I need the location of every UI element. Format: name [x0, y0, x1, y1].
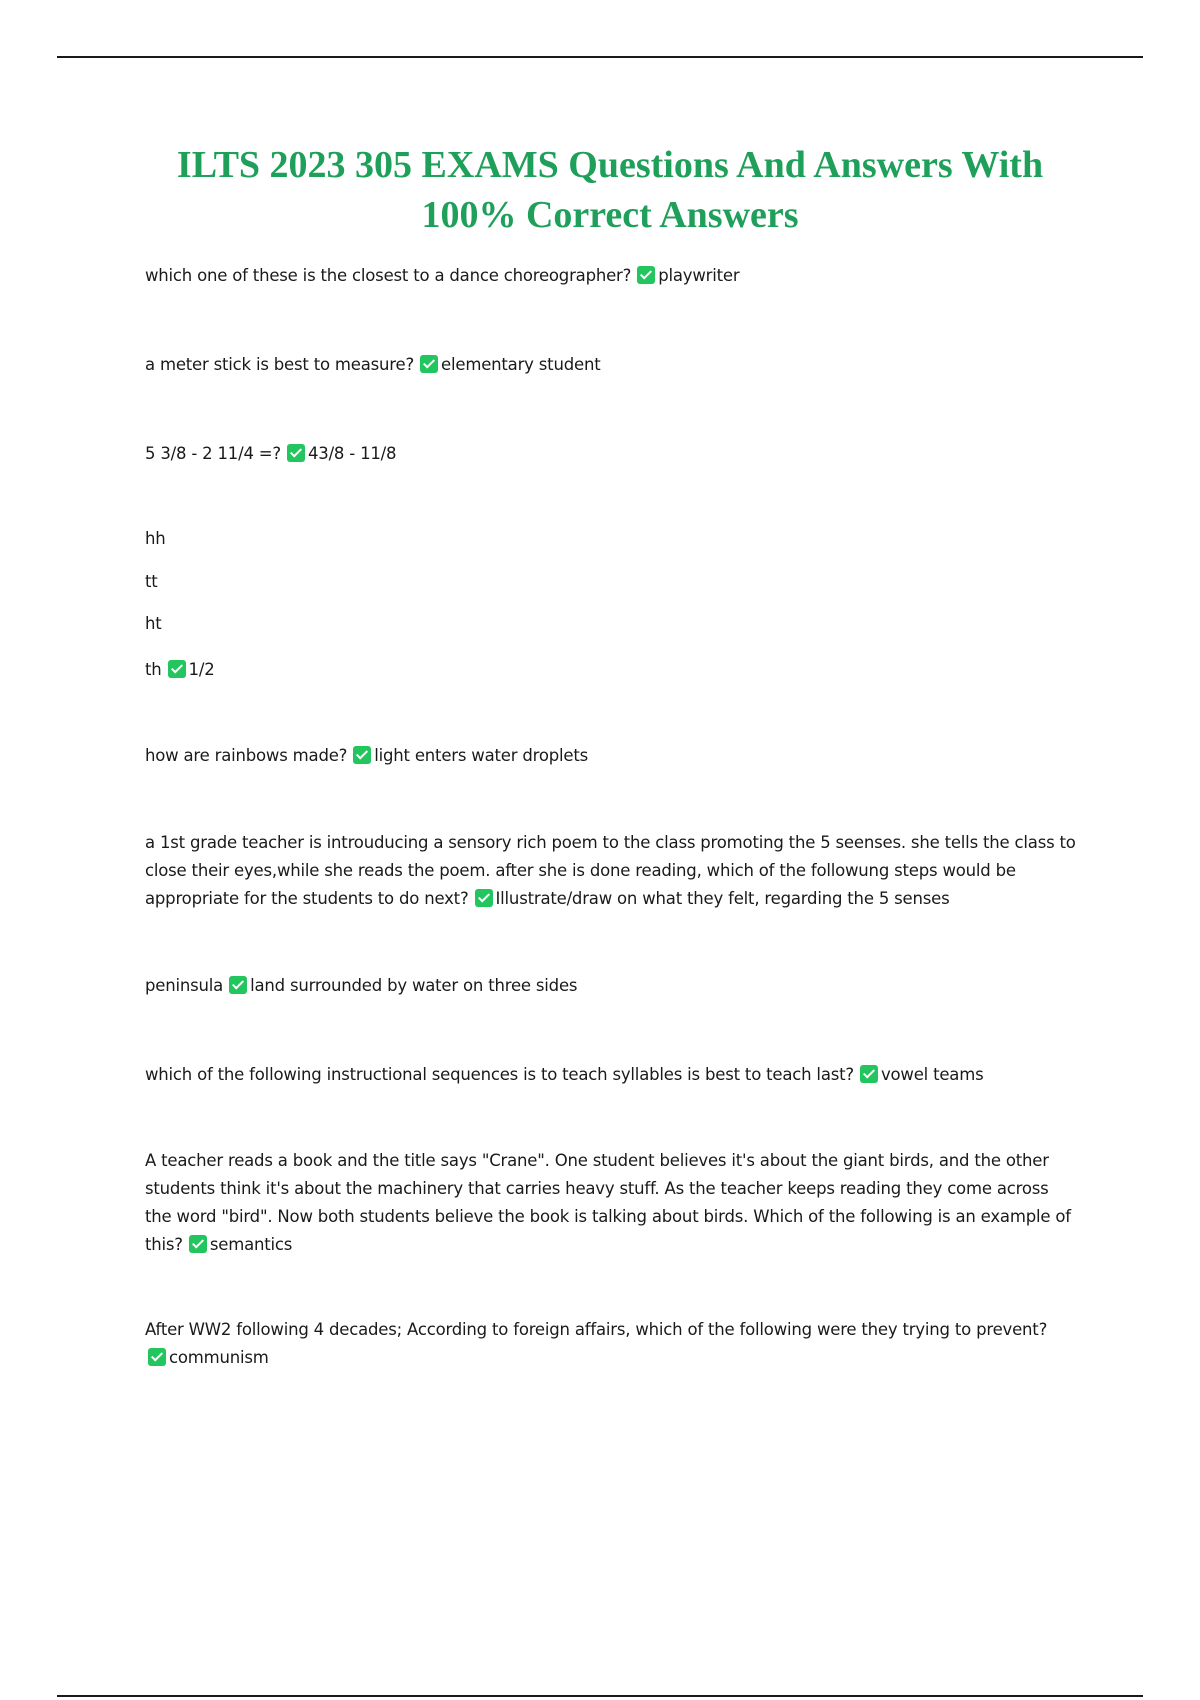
- answer-text: playwriter: [658, 266, 740, 285]
- qa-item-7: [145, 972, 1080, 1000]
- question-text: peninsula: [145, 976, 224, 995]
- qa-item-4-line-2: [145, 568, 1080, 596]
- qa-item-1: [145, 262, 1080, 290]
- question-text: After WW2 following 4 decades; According to foreign affairs, which of the following were they trying to prevent?: [145, 1320, 1048, 1339]
- answer-text: Illustrate/draw on what they felt, regarding the 5 senses: [495, 889, 950, 908]
- qa-item-5: [145, 742, 1080, 770]
- qa-item-4-line-1: [145, 525, 1080, 553]
- title-line-2: 100% Correct Answers: [421, 194, 799, 236]
- check-icon: [637, 266, 655, 284]
- qa-item-8: [145, 1061, 1080, 1089]
- check-icon: [168, 660, 186, 678]
- check-icon: [475, 889, 493, 907]
- question-text: how are rainbows made?: [145, 746, 348, 765]
- question-text: which of the following instructional sequences is to teach syllables is best to teach last?: [145, 1065, 854, 1084]
- answer-text: vowel teams: [880, 1065, 984, 1084]
- check-icon: [860, 1065, 878, 1083]
- question-text: which one of these is the closest to a dance choreographer?: [145, 266, 632, 285]
- question-text: a 1st grade teacher is introuducing a sensory rich poem to the class promoting the 5 seenses. she tells the class to close their eyes,while she reads the poem. after she is done reading, which of the followung steps would be appropriate for the students to do next?: [145, 833, 1076, 908]
- document-title: [130, 140, 1090, 240]
- qa-item-6: [145, 829, 1080, 913]
- qa-item-4-line-3: [145, 610, 1080, 638]
- top-rule: [57, 56, 1143, 58]
- qa-item-9: [145, 1147, 1080, 1259]
- question-text: 5 3/8 - 2 11/4 =?: [145, 444, 281, 463]
- question-text: ht: [145, 614, 162, 633]
- question-text: hh: [145, 529, 166, 548]
- check-icon: [229, 976, 247, 994]
- bottom-rule: [57, 1695, 1143, 1697]
- answer-text: light enters water droplets: [374, 746, 589, 765]
- answer-text: land surrounded by water on three sides: [250, 976, 578, 995]
- answer-text: 43/8 - 11/8: [307, 444, 397, 463]
- answer-text: 1/2: [188, 660, 215, 679]
- check-icon: [148, 1348, 166, 1366]
- answer-text: elementary student: [441, 355, 601, 374]
- question-text: th: [145, 660, 162, 679]
- check-icon: [420, 355, 438, 373]
- question-text: a meter stick is best to measure?: [145, 355, 415, 374]
- check-icon: [287, 444, 305, 462]
- qa-item-4-line-4: [145, 656, 1080, 684]
- title-line-1: ILTS 2023 305 EXAMS Questions And Answers With: [176, 144, 1044, 186]
- qa-item-3: [145, 440, 1080, 468]
- answer-text: communism: [169, 1348, 269, 1367]
- qa-item-10: [145, 1316, 1080, 1372]
- question-text: tt: [145, 572, 158, 591]
- answer-text: semantics: [209, 1235, 293, 1254]
- qa-item-2: [145, 351, 1080, 379]
- question-text: A teacher reads a book and the title says "Crane". One student believes it's about the giant birds, and the other students think it's about the machinery that carries heavy stuff. As the teacher keeps reading they come across the word "bird". Now both students believe the book is talking about birds. Which of the following is an example of this?: [145, 1151, 1071, 1254]
- check-icon: [189, 1235, 207, 1253]
- check-icon: [353, 746, 371, 764]
